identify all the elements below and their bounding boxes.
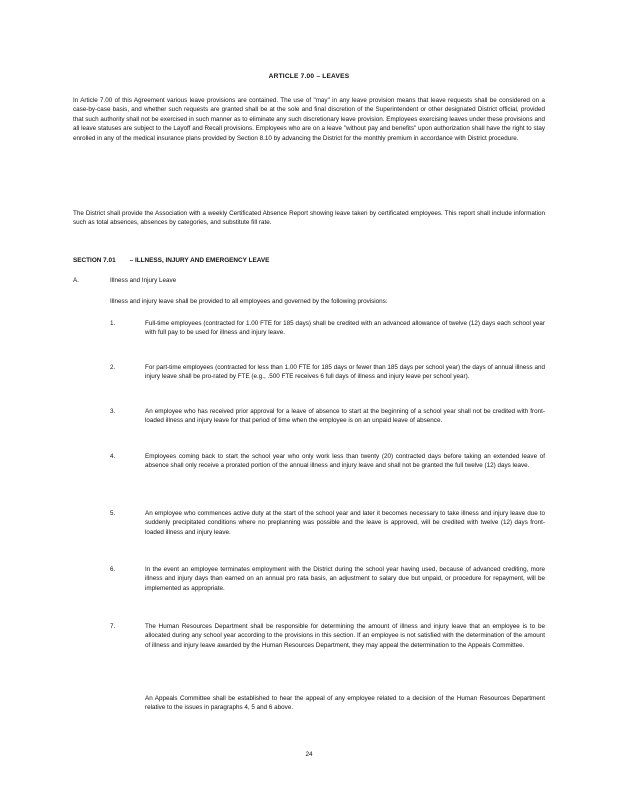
absence-report-paragraph: The District shall provide the Association with a weekly Certificated Absence Report showing leave taken by certificated employees. This report shall include information such as total absences, absences by categories, and substitute fill rate. — [73, 210, 545, 227]
section-title: – ILLNESS, INJURY AND EMERGENCY LEAVE — [129, 257, 270, 264]
subsection-letter: A. — [73, 277, 79, 284]
list-item-number: 6. — [110, 566, 116, 573]
appeals-committee-paragraph: An Appeals Committee shall be established to hear the appeal of any employee related to a decision of the Human Resources Department relative to the issues in paragraphs 4, 5 and 6 above. — [145, 695, 545, 712]
article-title: ARTICLE 7.00 – LEAVES — [268, 73, 350, 80]
subsection-heading — [73, 276, 545, 285]
subsection-title: Illness and Injury Leave — [110, 277, 177, 284]
leave-provisions-paragraph: In Article 7.00 of this Agreement various leave provisions are contained. The use of "may" in any leave provision means that leave requests shall be considered on a case-by-case basis, and whether such requests are granted shall be at the sole and final discretion of the Superintendent or other designated District official, provided that such authority shall not be exercised in such manner as to eliminate any such discretionary leave provision. Employees exercising leaves under these provisions and all leave statuses are subject to the Layoff and Recall provisions. Employees who are on a leave "without pay and benefits" upon authorization shall have the right to stay enrolled in any of the medical insurance plans provided by Section 8.10 by advancing the District for the monthly premium in accordance with District procedure. — [73, 97, 545, 142]
list-item-text: In the event an employee terminates employment with the District during the school year having used, because of advanced crediting, more illness and injury days than earned on an annual pro rata basis, an adjustment to salary due but unpaid, or procedure for repayment, will be implemented as appropriate. — [145, 566, 545, 592]
list-item-text: Employees coming back to start the school year who only work less than twenty (20) contracted days before taking an extended leave of absence shall only receive a prorated portion of the annual illness and injury leave and shall not be granted the full twelve (12) days leave. — [145, 453, 545, 470]
list-item-number: 5. — [110, 510, 116, 517]
list-item-text: The Human Resources Department shall be responsible for determining the amount of illness and injury leave that an employee is to be allocated during any school year according to the provisions in this section. If an employee is not satisfied with the determination of the amount of illness and injury leave awarded by the Human Resources Department, they may appeal the determination to the Appeals Committee. — [145, 623, 545, 649]
section-heading — [73, 256, 545, 265]
list-item-number: 1. — [110, 320, 116, 327]
page-number: 24 — [305, 751, 313, 758]
list-item-text: An employee who has received prior approval for a leave of absence to start at the beginning of a school year shall not be credited with front-loaded illness and injury leave for that period of time when the employee is on an unpaid leave of absence. — [145, 408, 545, 425]
list-item-number: 4. — [110, 453, 116, 460]
list-item-number: 3. — [110, 408, 116, 415]
list-item-text: For part-time employees (contracted for less than 1.00 FTE for 185 days or fewer than 185 days per school year) the days of annual illness and injury leave shall be pro-rated by FTE (e.g., .500 FTE receives 6 full days of illness and injury leave per school year). — [145, 364, 545, 381]
subsection-intro: Illness and injury leave shall be provided to all employees and governed by the following provisions: — [110, 298, 388, 305]
section-number: SECTION 7.01 — [73, 257, 116, 264]
list-item-text: Full-time employees (contracted for 1.00 FTE for 185 days) shall be credited with an advanced allowance of twelve (12) days each school year with full pay to be used for illness and injury leave. — [145, 320, 545, 337]
list-item-number: 7. — [110, 623, 116, 630]
list-item-number: 2. — [110, 364, 116, 371]
list-item-text: An employee who commences active duty at the start of the school year and later it becomes necessary to take illness and injury leave due to suddenly precipitated conditions where no preplanning was possible and the leave is approved, will be credited with twelve (12) days front-loaded illness and injury leave. — [145, 510, 545, 536]
